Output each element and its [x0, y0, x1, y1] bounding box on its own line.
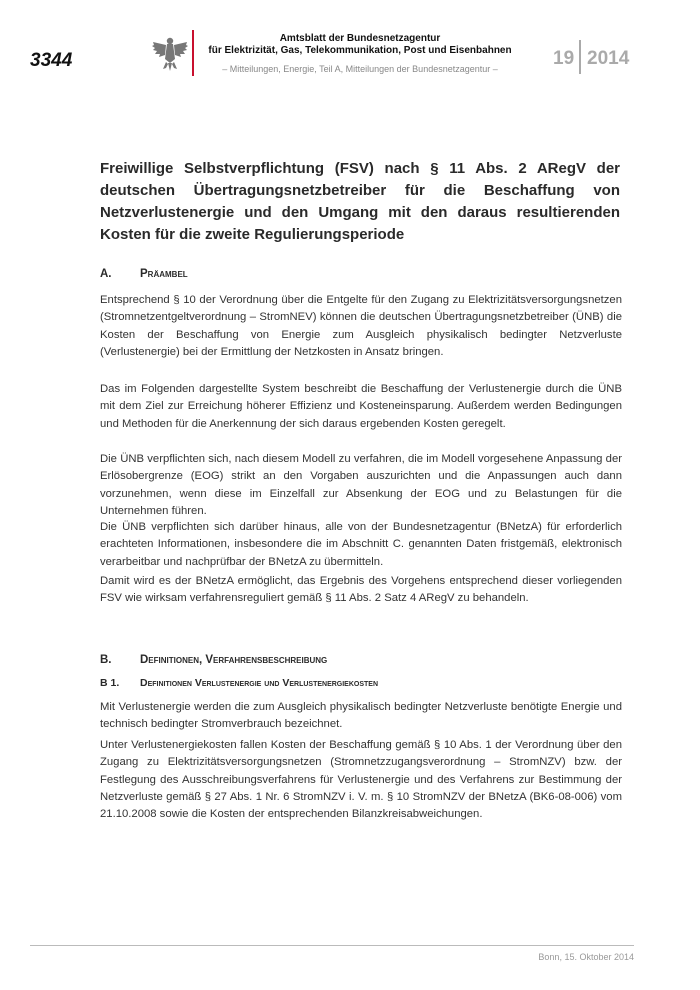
federal-eagle-icon: [150, 33, 190, 73]
issue-divider: [579, 40, 581, 74]
subsection-b1-title: Definitionen Verlustenergie und Verlustenergiekosten: [140, 677, 379, 689]
gazette-header: [200, 33, 520, 75]
paragraph: Die ÜNB verpflichten sich darüber hinaus, alle von der Bundesnetzagentur (BNetzA) für erforderlich erachteten Informationen, insbesondere die im Abschnitt C. genannten Daten fristgemäß, elektronisch verarbeitbar und nachprüfbar der BNetzA zu übermitteln.: [100, 521, 622, 568]
paragraph: Das im Folgenden dargestellte System beschreibt die Beschaffung der Verlustenergie durch die ÜNB mit dem Ziel zur Erreichung höherer Effizienz und Kosteneinsparung. Außerdem werden Bedingungen und Methoden für die Anerkennung der sich daraus ergebenden Kosten geregelt.: [100, 383, 622, 430]
issue-year: 2014: [587, 48, 630, 69]
paragraph: Unter Verlustenergiekosten fallen Kosten der Beschaffung gemäß § 10 Abs. 1 der Verordnung über den Zugang zu Elektrizitätsversorgungsnetzen (Stromnetzzugangsverordnung – StromNZV) bzw. der Festlegung des Ausschreibungsverfahrens für Verlustenergie und des Verfahrens zur Bestimmung der Netzverluste gemäß § 27 Abs. 1 Nr. 6 StromNZV i. V. m. § 10 StromNZV der BNetzA (BK6-08-006) vom 21.10.2008 sowie die Kosten der entsprechenden Bilanzkreisabweichungen.: [100, 739, 622, 821]
gazette-title: Amtsblatt der Bundesnetzagentur: [279, 33, 441, 44]
footer-divider: [30, 945, 634, 946]
emblem-divider: [192, 30, 194, 76]
section-b-number: B.: [100, 654, 112, 666]
section-a-title: Präambel: [140, 268, 188, 280]
paragraph: Die ÜNB verpflichten sich, nach diesem Modell zu verfahren, die im Modell vorgesehene Anpassung der Erlösobergrenze (EOG) strikt an den Vorgaben auszurichten und die Anpassungen auch dann vorzunehmen, wenn diese im Einzelfall zur Absenkung der EOG und zu Belastungen für die Unternehmen führen.: [100, 453, 622, 517]
subsection-b1-heading: [100, 677, 378, 689]
document-title: Freiwillige Selbstverpflichtung (FSV) nach § 11 Abs. 2 ARegV der deutschen Übertragungsnetzbetreiber für die Beschaffung von Netzverlustenergie und den Umgang mit den daraus resultierenden Kosten für die zweite Regulierungsperiode: [100, 160, 620, 243]
gazette-section: – Mitteilungen, Energie, Teil A, Mitteilungen der Bundesnetzagentur –: [222, 64, 498, 74]
gazette-subtitle: für Elektrizität, Gas, Telekommunikation, Post und Eisenbahnen: [208, 45, 512, 56]
section-b-title: Definitionen, Verfahrensbeschreibung: [140, 654, 328, 666]
issue-number: 19: [553, 48, 575, 69]
page-number: 3344: [30, 50, 73, 71]
footer-place-date: Bonn, 15. Oktober 2014: [538, 952, 634, 962]
paragraph: Mit Verlustenergie werden die zum Ausgleich physikalisch bedingter Netzverluste benötigte Energie und technisch bedingter Stromverbrauch bezeichnet.: [100, 701, 622, 731]
paragraph: Damit wird es der BNetzA ermöglicht, das Ergebnis des Vorgehens entsprechend dieser vorliegenden FSV wie wirksam verfahrensreguliert gemäß § 11 Abs. 2 Satz 4 ARegV zu behandeln.: [100, 575, 622, 605]
section-a-heading: [100, 268, 188, 280]
subsection-b1-number: B 1.: [100, 677, 120, 689]
section-b-heading: [100, 654, 327, 666]
paragraph: Entsprechend § 10 der Verordnung über die Entgelte für den Zugang zu Elektrizitätsversorgungsnetzen (Stromnetzentgeltverordnung – StromNEV) können die deutschen Übertragungsnetzbetreiber (ÜNB) die Kosten der Beschaffung von Energie zum Ausgleich physikalisch bedingter Netzverluste (Verlustenergie) bei der Ermittlung der Netzkosten in Ansatz bringen.: [100, 294, 622, 358]
section-a-number: A.: [100, 268, 112, 280]
